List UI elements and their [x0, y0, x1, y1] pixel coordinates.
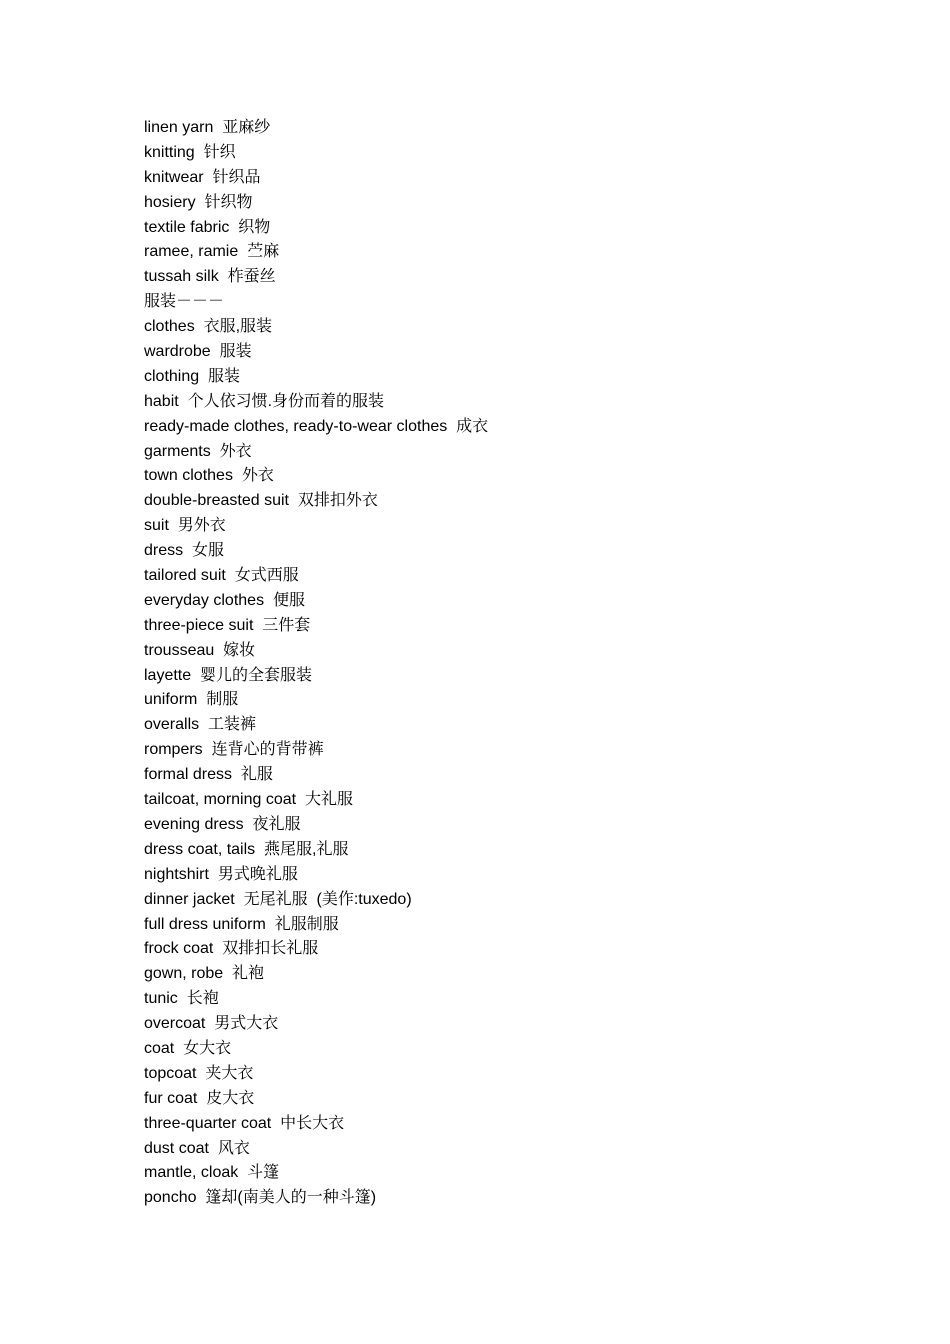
glossary-entry — [144, 166, 488, 191]
glossary-entry-text: dress coat, tails 燕尾服,礼服 — [144, 840, 349, 858]
glossary-entry-text: topcoat 夹大衣 — [144, 1064, 254, 1082]
glossary-entry-text: knitwear 针织品 — [144, 168, 261, 186]
glossary-entry-text: dress 女服 — [144, 542, 225, 560]
glossary-entry-text: knitting 针织 — [144, 143, 236, 161]
glossary-entry — [144, 240, 488, 265]
glossary-entry — [144, 1112, 488, 1137]
glossary-entry — [144, 365, 488, 390]
glossary-entry-text: ramee, ramie 苎麻 — [144, 243, 280, 261]
glossary-entry — [144, 1137, 488, 1162]
glossary-entry — [144, 614, 488, 639]
glossary-entry-text: tailcoat, morning coat 大礼服 — [144, 791, 353, 809]
glossary-entry-text: double-breasted suit 双排扣外衣 — [144, 492, 378, 510]
glossary-entry — [144, 1087, 488, 1112]
glossary-entry-text: trousseau 嫁妆 — [144, 641, 256, 659]
glossary-list — [144, 116, 488, 1211]
glossary-entry — [144, 564, 488, 589]
glossary-entry — [144, 191, 488, 216]
glossary-entry — [144, 440, 488, 465]
glossary-entry-text: rompers 连背心的背带裤 — [144, 741, 324, 759]
glossary-entry — [144, 340, 488, 365]
glossary-entry — [144, 913, 488, 938]
glossary-entry-text: gown, robe 礼袍 — [144, 965, 265, 983]
glossary-entry — [144, 664, 488, 689]
glossary-entry-text: textile fabric 织物 — [144, 218, 271, 236]
glossary-entry-text: tunic 长袍 — [144, 990, 219, 1008]
glossary-entry — [144, 290, 488, 315]
glossary-entry-text: wardrobe 服装 — [144, 343, 252, 361]
glossary-entry-text: tussah silk 柞蚕丝 — [144, 268, 276, 286]
glossary-entry-text: full dress uniform 礼服制服 — [144, 915, 339, 933]
glossary-entry-text: layette 婴儿的全套服装 — [144, 666, 313, 684]
glossary-entry — [144, 738, 488, 763]
glossary-entry-text: 服装－－－ — [144, 293, 225, 311]
glossary-entry-text: everyday clothes 便服 — [144, 591, 305, 609]
glossary-entry — [144, 713, 488, 738]
glossary-entry — [144, 763, 488, 788]
glossary-entry-text: mantle, cloak 斗篷 — [144, 1164, 280, 1182]
glossary-entry — [144, 1062, 488, 1087]
glossary-entry — [144, 813, 488, 838]
glossary-entry — [144, 788, 488, 813]
glossary-entry — [144, 415, 488, 440]
glossary-entry — [144, 116, 488, 141]
glossary-entry — [144, 489, 488, 514]
glossary-entry — [144, 962, 488, 987]
glossary-entry — [144, 1012, 488, 1037]
glossary-entry-text: linen yarn 亚麻纱 — [144, 119, 271, 136]
glossary-entry-text: overcoat 男式大衣 — [144, 1015, 279, 1033]
glossary-entry — [144, 589, 488, 614]
glossary-entry — [144, 514, 488, 539]
glossary-entry — [144, 1037, 488, 1062]
glossary-entry — [144, 688, 488, 713]
glossary-entry-text: dinner jacket 无尾礼服 (美作:tuxedo) — [144, 890, 412, 908]
glossary-entry-text: town clothes 外衣 — [144, 467, 274, 485]
glossary-entry — [144, 1186, 488, 1211]
glossary-entry-text: ready-made clothes, ready-to-wear clothes 成衣 — [144, 417, 489, 435]
glossary-entry-text: formal dress 礼服 — [144, 766, 273, 784]
glossary-entry — [144, 464, 488, 489]
glossary-entry-text: garments 外衣 — [144, 442, 252, 460]
glossary-entry — [144, 390, 488, 415]
glossary-entry-text: overalls 工装裤 — [144, 716, 257, 734]
glossary-entry — [144, 863, 488, 888]
glossary-entry-text: clothing 服装 — [144, 367, 241, 385]
glossary-entry — [144, 937, 488, 962]
glossary-entry — [144, 216, 488, 241]
glossary-entry-text: poncho 篷却(南美人的一种斗篷) — [144, 1189, 377, 1207]
glossary-entry-text: uniform 制服 — [144, 691, 239, 709]
glossary-entry-text: suit 男外衣 — [144, 517, 226, 535]
glossary-entry-text: fur coat 皮大衣 — [144, 1089, 255, 1107]
glossary-entry-text: frock coat 双排扣长礼服 — [144, 940, 319, 958]
glossary-entry-text: hosiery 针织物 — [144, 193, 253, 211]
glossary-entry — [144, 987, 488, 1012]
glossary-entry — [144, 141, 488, 166]
glossary-entry — [144, 1161, 488, 1186]
glossary-entry-text: evening dress 夜礼服 — [144, 815, 301, 833]
glossary-entry — [144, 315, 488, 340]
glossary-entry-text: clothes 衣服,服装 — [144, 318, 273, 336]
glossary-entry — [144, 888, 488, 913]
glossary-entry-text: three-piece suit 三件套 — [144, 616, 311, 634]
glossary-entry — [144, 639, 488, 664]
glossary-entry-text: three-quarter coat 中长大衣 — [144, 1114, 345, 1132]
glossary-entry-text: habit 个人依习惯.身份而着的服装 — [144, 392, 385, 410]
glossary-entry — [144, 265, 488, 290]
glossary-entry — [144, 838, 488, 863]
glossary-entry-text: tailored suit 女式西服 — [144, 567, 299, 585]
glossary-entry-text: dust coat 风衣 — [144, 1139, 250, 1157]
glossary-entry — [144, 539, 488, 564]
glossary-entry-text: nightshirt 男式晚礼服 — [144, 865, 298, 883]
glossary-entry-text: coat 女大衣 — [144, 1039, 232, 1057]
